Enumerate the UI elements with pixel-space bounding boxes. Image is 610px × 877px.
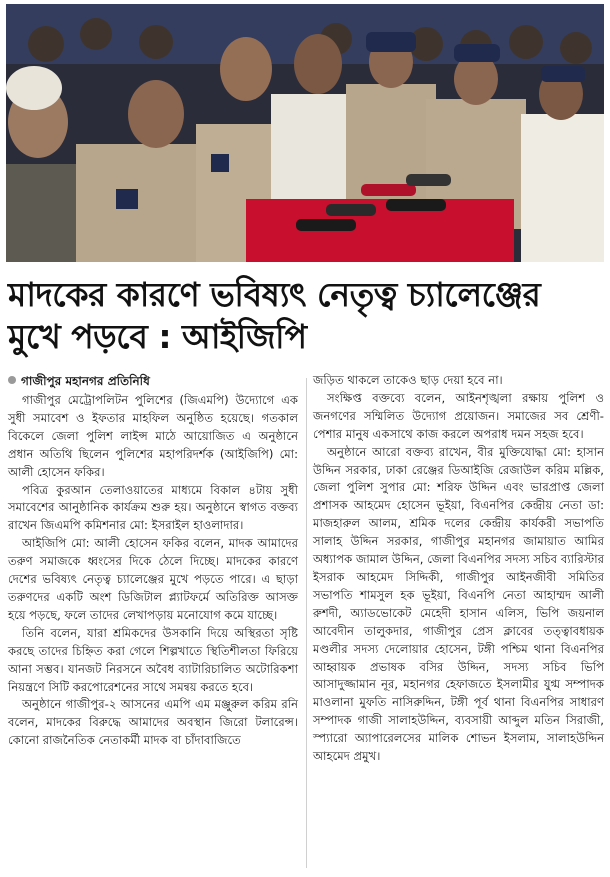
headline-line-2: মুখে পড়বে : আইজিপি	[8, 317, 307, 356]
left-column	[8, 372, 298, 750]
paragraph: তিনি বলেন, যারা শ্রমিকদের উসকানি দিয়ে অস্থিরতা সৃষ্টি করছে তাদের চিহ্নিত করা গেলে শিল্পখাতে স্থিতিশীলতা ফিরিয়ে আনা সম্ভব। যানজট নিরসনে অবৈধ ব্যাটারিচালিত অটোরিকশা নিয়ন্ত্রণে সিটি করপোরেশনের সাথে সমন্বয় করতে হবে।	[8, 625, 298, 694]
paragraph: আইজিপি মো: আলী হোসেন ফকির বলেন, মাদক আমাদের তরুণ সমাজকে ধ্বংসের দিকে ঠেলে দিচ্ছে। মাদকের কারণে দেশের ভবিষ্যৎ নেতৃত্ব চ্যালেঞ্জের মুখে পড়তে পারে। এ ছাড়া তরুণদের একটি অংশ ডিজিটাল প্ল্যাটফর্মে অতিরিক্ত আসক্ত হয়ে পড়ছে, ফলে তাদের লেখাপড়ায় মনোযোগ কমে যাচ্ছে।	[8, 536, 298, 622]
red-banner	[246, 199, 514, 262]
column-divider	[306, 378, 307, 868]
paragraph: সংক্ষিপ্ত বক্তব্যে বলেন, আইনশৃঙ্খলা রক্ষায় পুলিশ ও জনগণের সম্মিলিত উদ্যোগ প্রয়োজন। সমাজের সব শ্রেণী-পেশার মানুষ একসাথে কাজ করলে অপরাধ দমন সহজ হবে।	[313, 390, 604, 441]
right-column	[313, 372, 604, 766]
paragraph: অনুষ্ঠানে গাজীপুর-২ আসনের এমপি এম মঞ্জুরুল করিম রনি বলেন, মাদকের বিরুদ্ধে আমাদের অবস্থান জিরো টলারেন্স। কোনো রাজনৈতিক নেতাকর্মী মাদক বা চাঁদাবাজিতে	[8, 697, 298, 748]
paragraph: জড়িত থাকলে তাকেও ছাড় দেয়া হবে না।	[313, 373, 503, 387]
bullet-icon	[8, 376, 16, 384]
paragraph: অনুষ্ঠানে আরো বক্তব্য রাখেন, বীর মুক্তিযোদ্ধা মো: হাসান উদ্দিন সরকার, ঢাকা রেঞ্জের ডিআইজি রেজাউল করিম মল্লিক, জেলা পুলিশ সুপার মো: শরিফ উদ্দিন এবং ভারপ্রাপ্ত জেলা প্রশাসক আহমেদ হোসেন ভূইয়া, বিএনপির কেন্দ্রীয় নেতা ডা: মাজহারুল আলম, শ্রমিক দলের কেন্দ্রীয় কার্যকরী সভাপতি সালাহ উদ্দিন সরকার, গাজীপুর মহানগর জামায়াত আমির অধ্যাপক জামাল উদ্দিন, জেলা বিএনপির সদস্য সচিব ব্যারিস্টার ইসরাক আহমেদ সিদ্দিকী, গাজীপুর আইনজীবী সমিতির সভাপতি শামসুল হক ভূইয়া, বিএনপি নেতা আহাম্মদ আলী রুশদী, অ্যাডভোকেট মেহেদী হাসান এলিস, ভিপি জয়নাল আবেদীন তালুকদার, গাজীপুর প্রেস ক্লাবের তত্ত্বাবধায়ক মণ্ডলীর সদস্য দেলোয়ার হোসেন, টঙ্গী পশ্চিম থানা বিএনপির আহ্বায়ক প্রভাষক বসির উদ্দিন, সদস্য সচিব ভিপি আসাদুজ্জামান নূর, মহানগর হেফাজতে ইসলামীর যুগ্ম সম্পাদক মাওলানা মুফতি নাসিরুদ্দিন, টঙ্গী পূর্ব থানা বিএনপির সাধারণ সম্পাদক গাজী সালাহউদ্দিন, ব্যবসায়ী আব্দুল মতিন সিরাজী, স্প্যারো অ্যাপারেলসের মালিক শোভন ইসলাম, সালাহউদ্দিন আহমেদ প্রমুখ।	[313, 444, 604, 764]
paragraph: পবিত্র কুরআন তেলাওয়াতের মাধ্যমে বিকাল ৪টায় সুধী সমাবেশের আনুষ্ঠানিক কার্যক্রম শুরু হয়। অনুষ্ঠানে স্বাগত বক্তব্য রাখেন জিএমপি কমিশনার মো: ইসরাইল হাওলাদার।	[8, 482, 298, 533]
article-body	[8, 372, 604, 872]
byline	[8, 372, 298, 390]
headline-line-1: মাদকের কারণে ভবিষ্যৎ নেতৃত্ব চ্যালেঞ্জের	[8, 275, 541, 314]
news-photo	[6, 4, 604, 262]
headline	[8, 274, 604, 358]
photo-illustration	[6, 4, 604, 262]
byline-text: গাজীপুর মহানগর প্রতিনিধি	[21, 374, 150, 388]
paragraph: গাজীপুর মেট্রোপলিটন পুলিশের (জিএমপি) উদ্যোগে এক সুধী সমাবেশ ও ইফতার মাহফিল অনুষ্ঠিত হয়েছে। গতকাল বিকেলে জেলা পুলিশ লাইন্স মাঠে আয়োজিত এ অনুষ্ঠানে প্রধান অতিথি ছিলেন পুলিশের মহাপরিদর্শক (আইজিপি) মো: আলী হোসেন ফকির।	[8, 393, 298, 479]
